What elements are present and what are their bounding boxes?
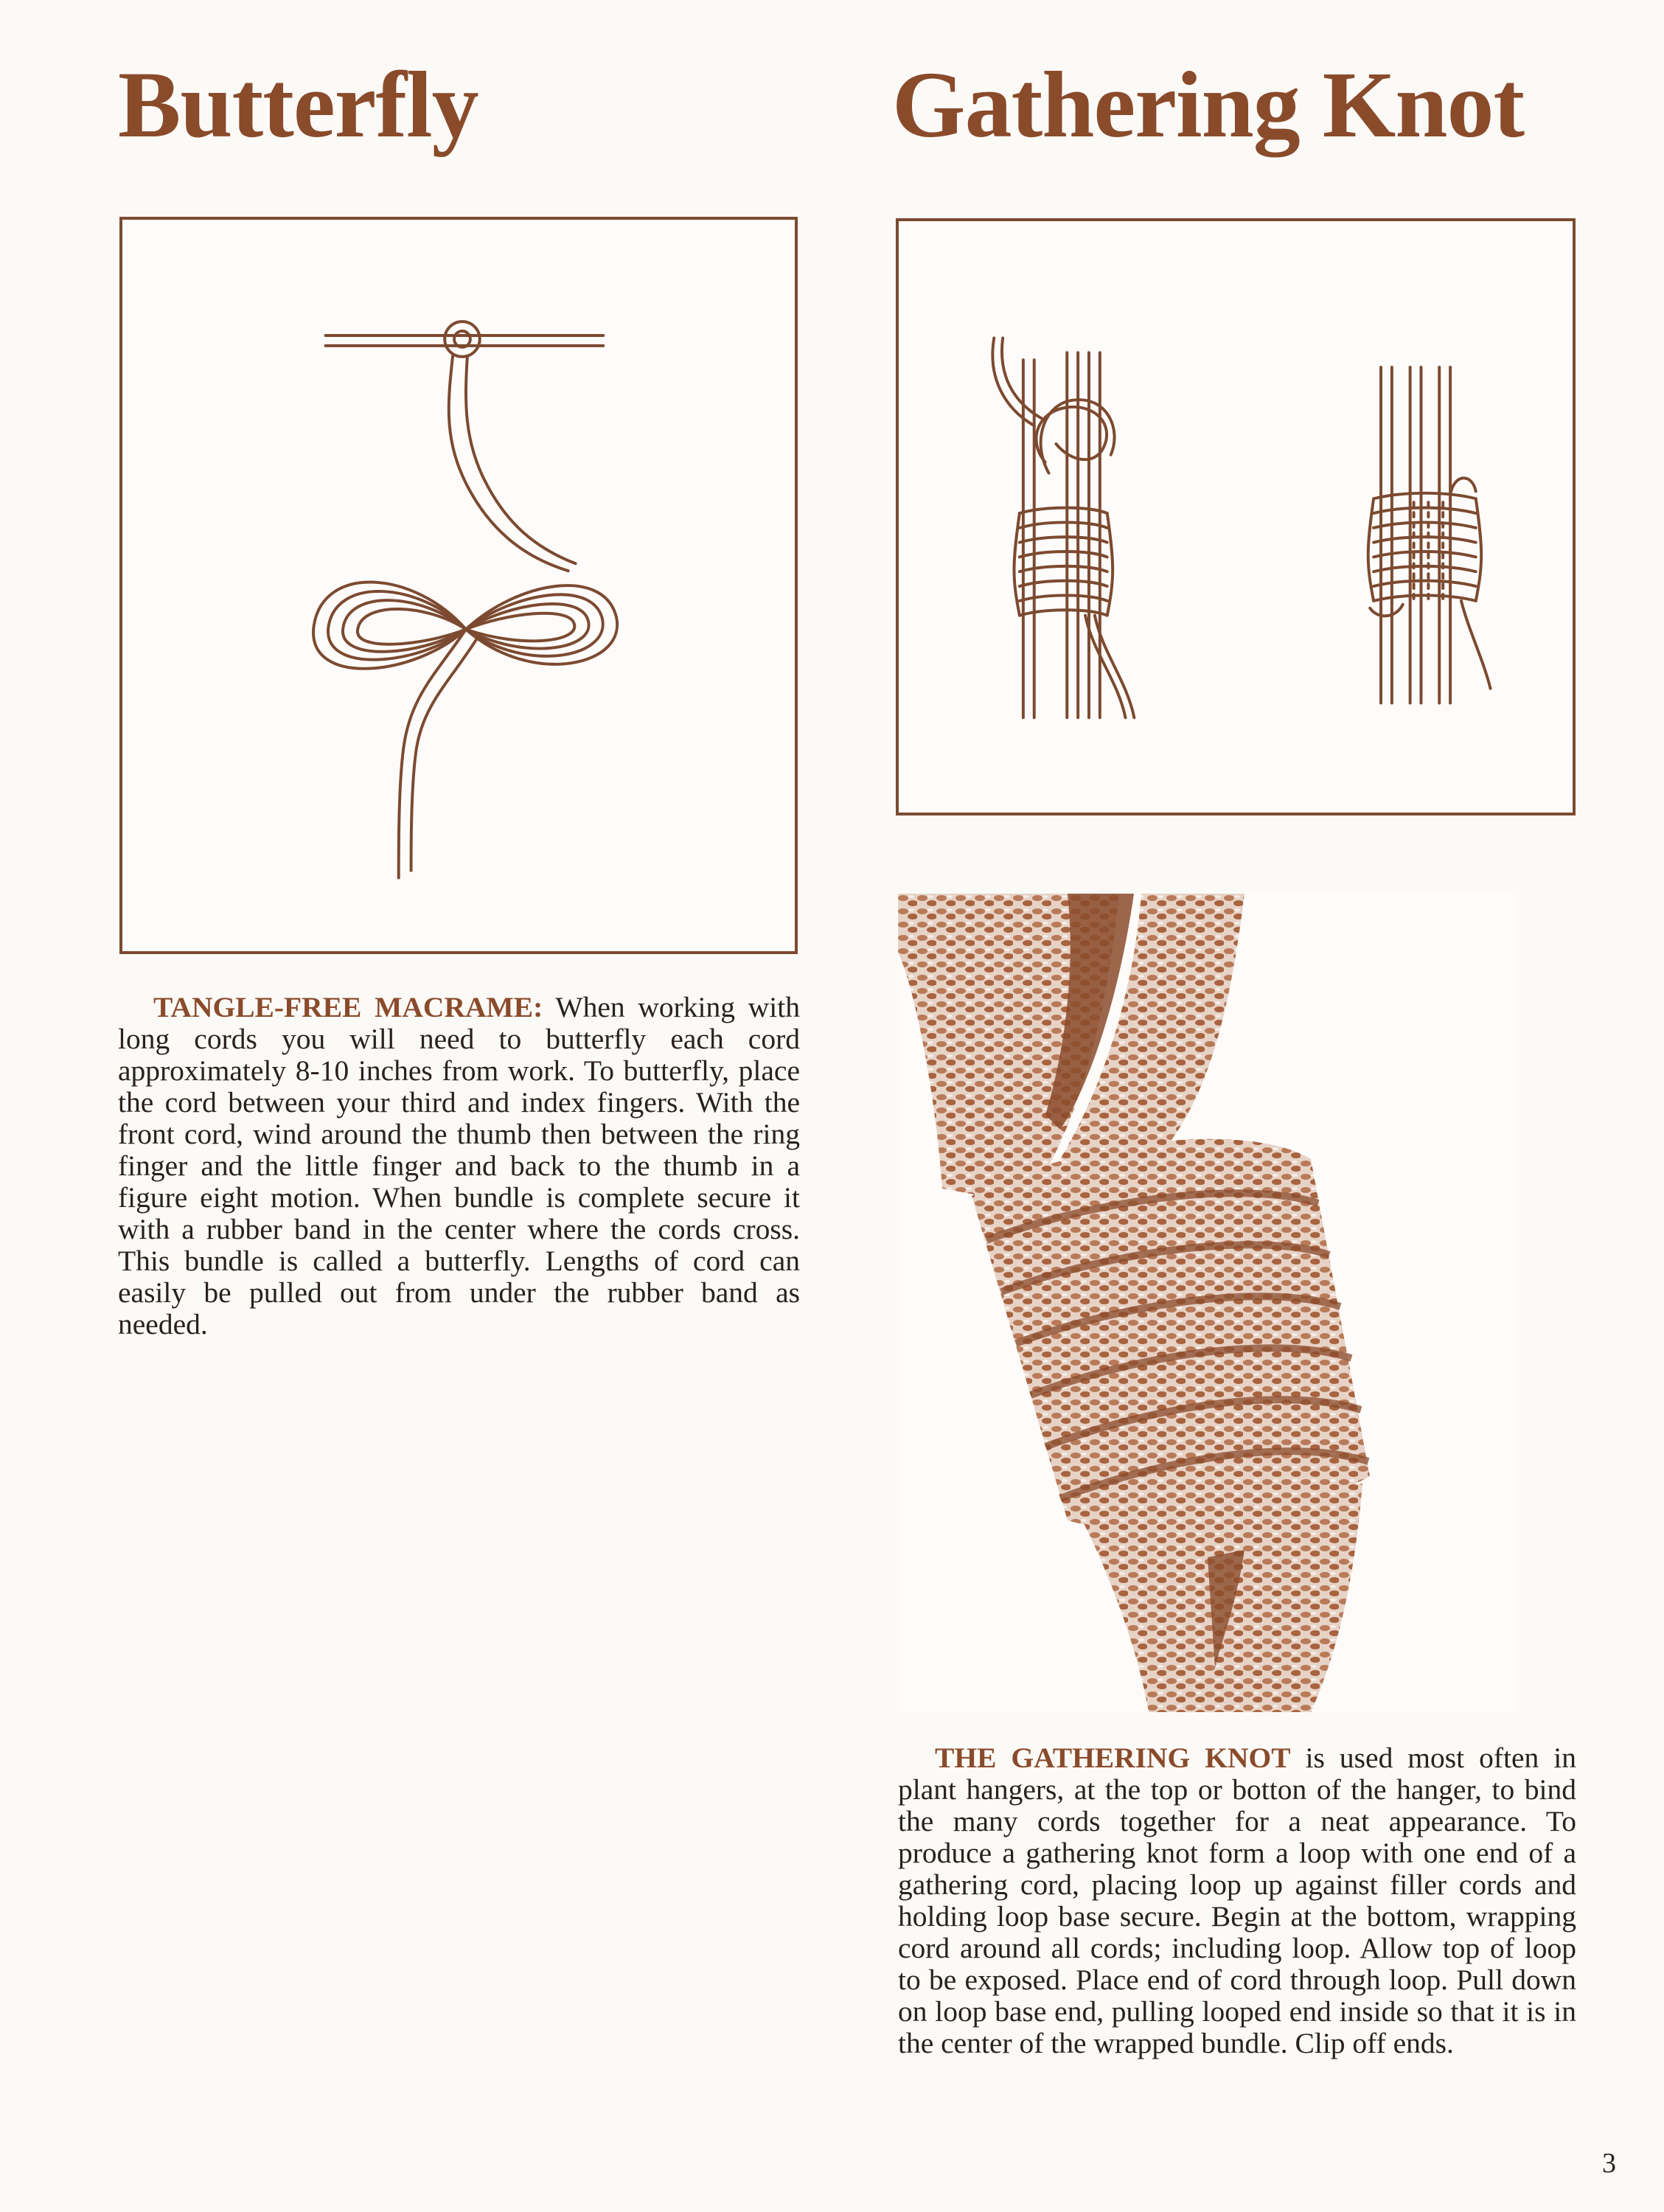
butterfly-illustration-frame <box>119 217 798 954</box>
butterfly-body: When working with long cords you will need to butterfly each cord approximately 8-10 inches from work. To butterfly, place the cord between your third and index fingers. With the front cord, wind around the thumb then between the ring finger and the little finger and back to the thumb in a figure eight motion. When bundle is complete secure it with a rubber band in the center where the cords cross. This bundle is called a butterfly. Lengths of cord can easily be pulled out from under the rubber band as needed. <box>118 991 800 1340</box>
page-number: 3 <box>1602 2148 1616 2179</box>
butterfly-lead: TANGLE-FREE MACRAME: <box>153 991 543 1023</box>
knot-photo-graphic <box>898 894 1517 1712</box>
gathering-knot-title: Gathering Knot <box>892 52 1525 157</box>
left-knot-figure <box>992 338 1134 717</box>
gathering-knot-illustration-frame <box>896 218 1576 815</box>
butterfly-diagram <box>122 220 795 951</box>
gathering-knot-photo <box>898 894 1517 1712</box>
gathering-knot-description <box>898 1742 1576 2059</box>
butterfly-title: Butterfly <box>118 52 478 157</box>
gathering-knot-body: is used most often in plant hangers, at the top or botton of the hanger, to bind the many cords together for a neat appearance. To produce a gathering knot form a loop with one end of a gathering cord, placing loop up against filler cords and holding loop base secure. Begin at the bottom, wrapping cord around all cords; including loop. Allow top of loop to be exposed. Place end of cord through loop. Pull down on loop base end, pulling looped end inside so that it is in the center of the wrapped bundle. Clip off ends. <box>898 1742 1576 2059</box>
right-knot-figure <box>1368 367 1491 703</box>
gathering-knot-diagram <box>899 221 1573 813</box>
butterfly-description <box>118 992 800 1340</box>
gathering-knot-lead: THE GATHERING KNOT <box>935 1742 1291 1774</box>
